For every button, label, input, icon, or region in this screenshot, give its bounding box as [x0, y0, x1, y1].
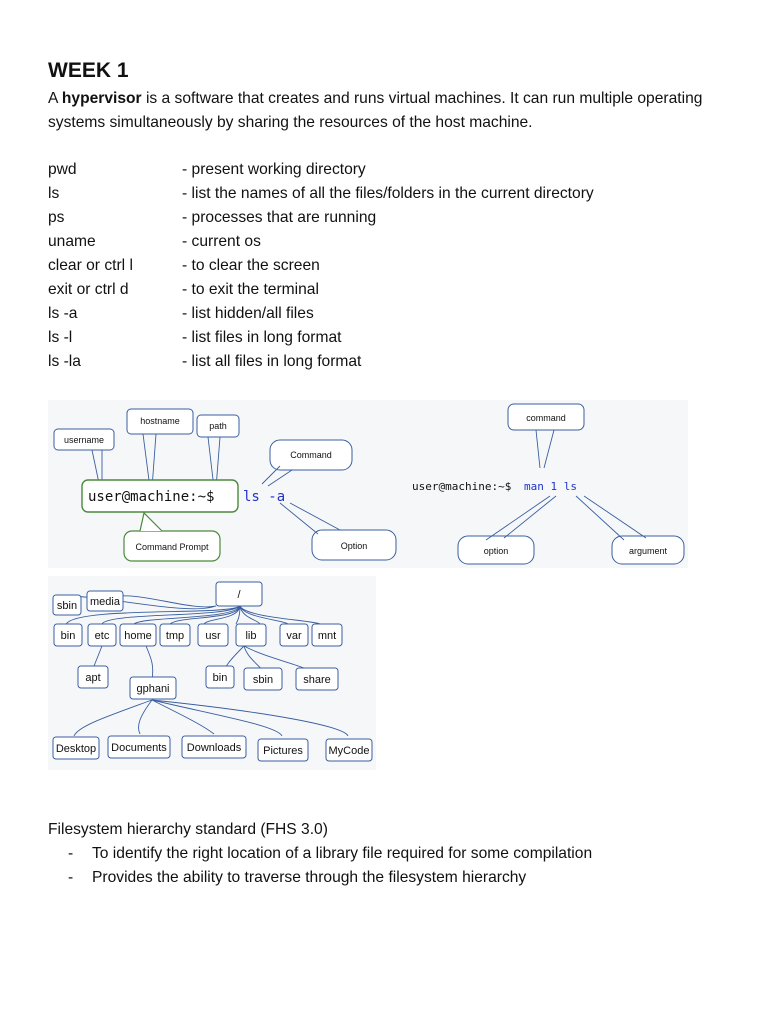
tree-node-bin: [54, 624, 82, 646]
command-row: [48, 182, 594, 206]
fhs-title: Filesystem hierarchy standard (FHS 3.0): [48, 821, 328, 838]
command-name: pwd: [48, 161, 77, 178]
command-desc: - to clear the screen: [182, 257, 320, 274]
command-name: ls -la: [48, 353, 81, 370]
prompt-diagram: [48, 400, 408, 568]
tree-node-label: Documents: [111, 742, 167, 754]
fhs-list-item: [68, 866, 592, 890]
man-diagram: [408, 400, 688, 568]
list-bullet: -: [68, 845, 74, 862]
command-prompt-label: Command Prompt: [135, 542, 209, 552]
command-row: [48, 326, 594, 350]
tree-node-label: apt: [85, 672, 101, 684]
tree-node-label: sbin: [252, 674, 274, 686]
command-list: [48, 158, 594, 374]
tree-node-media: [87, 591, 123, 611]
command-desc: - list the names of all the files/folders in the current directory: [182, 185, 594, 202]
tree-node-label: mnt: [317, 630, 337, 642]
command-name: ls -a: [48, 305, 78, 322]
tree-node-apt: [78, 666, 108, 688]
tree-node-pictures: [258, 739, 308, 761]
tree-node-label: bin: [212, 672, 228, 684]
list-bullet: -: [68, 869, 74, 886]
man-argument-label: argument: [628, 546, 668, 556]
tree-node-label: gphani: [136, 683, 170, 695]
tree-node-mnt: [312, 624, 342, 646]
tree-node-share: [296, 668, 338, 690]
man-command-label: command: [526, 413, 566, 423]
fhs-list-item: [68, 842, 592, 866]
fhs-list: [68, 842, 592, 890]
man-command-text: man 1 ls: [524, 480, 577, 493]
intro-bold-term: hypervisor: [61, 90, 142, 107]
intro-paragraph: [48, 87, 728, 135]
tree-node-downloads: [182, 736, 246, 758]
command-desc: - to exit the terminal: [182, 281, 319, 298]
command-name: clear or ctrl l: [48, 257, 133, 274]
option-label: Option: [340, 541, 368, 551]
hostname-label: hostname: [140, 416, 180, 426]
tree-node-sbin-top: [53, 595, 81, 615]
command-desc: - list files in long format: [182, 329, 342, 346]
tree-node-label: MyCode: [328, 745, 370, 757]
tree-node-lib: [236, 624, 266, 646]
fhs-item-text: To identify the right location of a library file required for some compilation: [92, 845, 593, 862]
command-name: exit or ctrl d: [48, 281, 129, 298]
tree-node-label: tmp: [165, 630, 185, 642]
tree-node-label: home: [124, 630, 152, 642]
prompt-text: user@machine:~$: [88, 489, 215, 505]
command-name: ps: [48, 209, 65, 226]
tree-node-root: [216, 582, 262, 606]
command-row: [48, 158, 594, 182]
username-label: username: [63, 435, 105, 445]
command-row: [48, 254, 594, 278]
prompt-box: [82, 480, 238, 512]
command-desc: - list all files in long format: [182, 353, 362, 370]
tree-node-label: lib: [245, 630, 257, 642]
command-row: [48, 302, 594, 326]
command-desc: - list hidden/all files: [182, 305, 314, 322]
tree-node-documents: [108, 736, 170, 758]
tree-node-label: share: [303, 674, 331, 686]
command-row: [48, 230, 594, 254]
tree-node-label: etc: [94, 630, 110, 642]
command-row: [48, 206, 594, 230]
tree-node-home: [120, 624, 156, 646]
tree-node-label: var: [286, 630, 302, 642]
tree-node-etc: [88, 624, 116, 646]
command-label: Command: [290, 450, 332, 460]
tree-node-gphani: [130, 677, 176, 699]
tree-node-label: Pictures: [263, 745, 303, 757]
page-title: WEEK 1: [48, 59, 129, 82]
command-row: [48, 278, 594, 302]
man-prompt-text: user@machine:~$: [412, 480, 512, 493]
filesystem-tree-diagram: [48, 576, 376, 770]
fhs-item-text: Provides the ability to traverse through the filesystem hierarchy: [92, 869, 527, 886]
intro-rest: is a software that creates and runs virtual machines. It can run multiple operating systems simultaneously by sharing the resources of the host machine.: [48, 90, 703, 131]
command-name: ls: [48, 185, 60, 202]
tree-node-label: Desktop: [55, 743, 97, 755]
tree-node-desktop: [53, 737, 99, 759]
path-label: path: [209, 421, 227, 431]
tree-node-mycode: [326, 739, 372, 761]
command-desc: - processes that are running: [182, 209, 377, 226]
tree-node-usr-sbin: [244, 668, 282, 690]
tree-node-label: usr: [205, 630, 221, 642]
tree-node-label: /: [237, 589, 241, 601]
command-row: [48, 350, 594, 374]
tree-node-tmp: [160, 624, 190, 646]
man-option-label: option: [483, 546, 509, 556]
command-name: uname: [48, 233, 96, 250]
tree-node-label: media: [90, 596, 120, 608]
intro-prefix: A: [48, 90, 62, 107]
command-desc: - present working directory: [182, 161, 366, 178]
tree-node-usr-bin: [206, 666, 234, 688]
tree-node-var: [280, 624, 308, 646]
command-desc: - current os: [182, 233, 261, 250]
tree-node-label: sbin: [56, 600, 78, 612]
tree-node-label: Downloads: [186, 742, 242, 754]
command-name: ls -l: [48, 329, 73, 346]
prompt-command-text: ls -a: [243, 489, 286, 505]
tree-node-label: bin: [60, 630, 76, 642]
tree-node-usr: [198, 624, 228, 646]
